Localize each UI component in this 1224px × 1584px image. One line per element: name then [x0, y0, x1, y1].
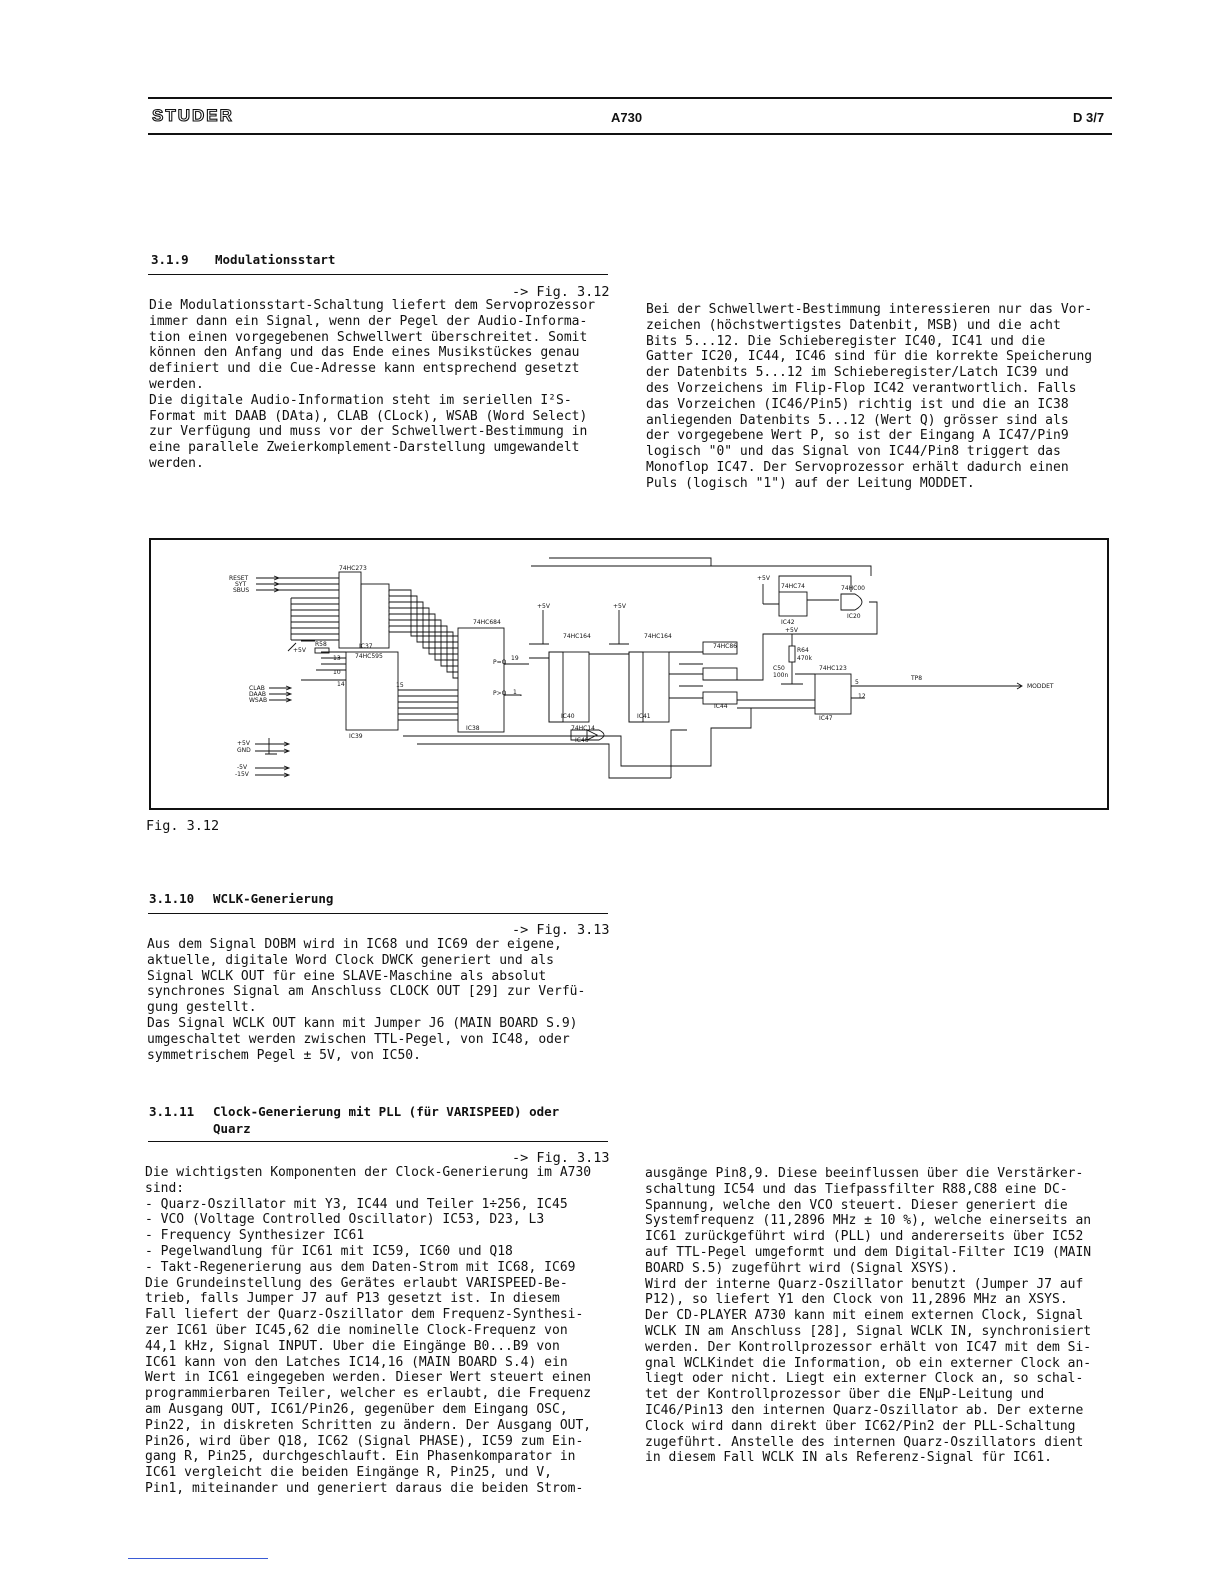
text-line: logisch "0" und das Signal von IC44/Pin8 triggert das: [646, 444, 1061, 460]
text-line: Bits 5...12. Die Schieberegister IC40, IC41 und die: [646, 333, 1046, 349]
section-title-line1: Clock-Generierung mit PLL (für VARISPEED) oder: [213, 1104, 560, 1119]
text-line: programmierbaren Teiler, welcher es erlaubt, die Frequenz: [145, 1386, 592, 1402]
text-line: umgeschaltet werden zwischen TTL-Pegel, von IC48, oder: [147, 1031, 570, 1047]
text-line: Pin1, miteinander und generiert daraus die beiden Strom-: [145, 1480, 584, 1496]
text-line: werden.: [149, 455, 204, 471]
section-3-1-11-left-text: [145, 1165, 609, 1497]
text-line: das Vorzeichen (IC46/Pin5) richtig ist und die an IC38: [646, 396, 1069, 412]
schematic-drawing: [151, 540, 1107, 808]
chip-ic46: IC46: [575, 737, 589, 744]
brand-logo: STUDER: [152, 106, 234, 125]
capacitor-c50: C50: [773, 665, 785, 672]
text-line: auf TTL-Pegel umgeformt und dem Digital-Filter IC19 (MAIN: [645, 1244, 1092, 1260]
section-3-1-11-heading: [149, 1103, 559, 1137]
section-3-1-10-text: [147, 937, 609, 1063]
gate-p-gt-q: P>Q: [493, 690, 507, 697]
text-line: liegt oder nicht. Liegt ein externer Clock an, so schal-: [645, 1371, 1084, 1387]
text-line: Die digitale Audio-Information steht im seriellen I²S-: [149, 392, 572, 408]
text-line: BOARD S.5) zugeführt wird (Signal XSYS).: [645, 1260, 959, 1276]
text-line: sind:: [145, 1180, 185, 1196]
text-line: des Vorzeichens im Flip-Flop IC42 verantwortlich. Falls: [646, 380, 1077, 396]
supply-gnd: GND: [237, 747, 251, 754]
chip-ic38: IC38: [466, 725, 480, 732]
pin-15: 15: [396, 682, 404, 689]
input-sbus: SBUS: [233, 587, 250, 594]
text-line: IC61 vergleicht die beiden Eingänge R, Pin25, und V,: [145, 1465, 552, 1481]
resistor-r64: R64: [797, 647, 809, 654]
text-line: Puls (logisch "1") auf der Leitung MODDET.: [646, 475, 975, 491]
text-line: - Pegelwandlung für IC61 mit IC59, IC60 und Q18: [145, 1243, 513, 1259]
pin-13: 13: [333, 655, 341, 662]
section-number: 3.1.11: [149, 1104, 195, 1119]
text-line: zugeführt. Anstelle des internen Quarz-Oszillators dient: [645, 1434, 1084, 1450]
chip-ic47: IC47: [819, 715, 833, 722]
input-daab: DAAB: [249, 691, 267, 698]
text-line: - Takt-Regenerierung aus dem Daten-Strom mit IC68, IC69: [145, 1259, 576, 1275]
text-line: Fall liefert der Quarz-Oszillator dem Frequenz-Synthesi-: [145, 1307, 584, 1323]
text-line: Der CD-PLAYER A730 kann mit einem externen Clock, Signal: [645, 1308, 1084, 1324]
section-3-1-9-right-text: [646, 302, 1108, 492]
text-line: Signal WCLK OUT für eine SLAVE-Maschine als absolut: [147, 968, 547, 984]
text-line: IC61 kann von den Latches IC14,16 (MAIN BOARD S.4) ein: [145, 1354, 568, 1370]
input-wsab: WSAB: [249, 697, 268, 704]
chip-74hc164b: 74HC164: [644, 633, 672, 640]
chip-74hc00: 74HC00: [841, 585, 865, 592]
supply-label-2: +5V: [613, 603, 626, 610]
text-line: Monoflop IC47. Der Servoprozessor erhält dadurch einen: [646, 459, 1069, 475]
chip-ic37: IC37: [359, 643, 373, 650]
section-3-1-9-heading: [151, 251, 335, 268]
section-3-1-11-right-text: [645, 1166, 1109, 1466]
text-line: Aus dem Signal DOBM wird in IC68 und IC69 der eigene,: [147, 937, 562, 952]
chip-74hc595: 74HC595: [355, 653, 383, 660]
text-line: Format mit DAAB (DAta), CLAB (CLock), WSAB (Word Select): [149, 408, 588, 424]
pin-10: 10: [333, 669, 341, 676]
resistor-r64-value: 470k: [797, 655, 812, 662]
text-line: IC46/Pin13 den internen Quarz-Oszillator ab. Der externe: [645, 1402, 1084, 1418]
input-reset: RESET: [229, 575, 249, 582]
figure-reference: -> Fig. 3.12: [512, 284, 610, 300]
text-line: - Quarz-Oszillator mit Y3, IC44 und Teiler 1÷256, IC45: [145, 1196, 568, 1212]
text-line: 44,1 kHz, Signal INPUT. Über die Eingänge B0...B9 von: [145, 1338, 560, 1354]
section-3-1-10-heading: [149, 890, 333, 907]
input-clab: CLAB: [249, 685, 265, 692]
supply-label-5: +5V: [293, 647, 306, 654]
gate-p-eq-q: P=Q: [493, 659, 507, 666]
header-rule-top: [148, 97, 1112, 99]
text-line: Wird der interne Quarz-Oszillator benutzt (Jumper J7 auf: [645, 1276, 1084, 1292]
text-line: trieb, falls Jumper J7 auf P13 gesetzt ist. In diesem: [145, 1291, 560, 1307]
output-moddet: MODDET: [1027, 683, 1054, 690]
header-rule-bottom: [148, 133, 1112, 135]
page-number: D 3/7: [1073, 110, 1105, 125]
text-line: WCLK IN am Anschluss [28], Signal WCLK IN, synchronisiert: [645, 1323, 1092, 1339]
text-line: zeichen (höchstwertigstes Datenbit, MSB) und die acht: [646, 317, 1061, 333]
text-line: immer dann ein Signal, wenn der Pegel der Audio-Informa-: [149, 313, 588, 329]
text-line: Gatter IC20, IC44, IC46 sind für die korrekte Speicherung: [646, 349, 1093, 365]
model-label: A730: [611, 110, 643, 125]
figure-reference: -> Fig. 3.13: [512, 1150, 610, 1166]
section-title-line2: Quarz: [213, 1121, 251, 1136]
figure-caption: Fig. 3.12: [146, 818, 220, 834]
text-line: symmetrischem Pegel ± 5V, von IC50.: [147, 1047, 421, 1063]
text-line: gnal WCLKindet die Information, ob ein externer Clock an-: [645, 1355, 1092, 1371]
text-line: gang R, Pin25, durchgeschlauft. Ein Phasenkomparator in: [145, 1449, 576, 1465]
chip-ic44: IC44: [714, 703, 728, 710]
text-line: ausgänge Pin8,9. Diese beeinflussen über die Verstärker-: [645, 1166, 1084, 1181]
text-line: Pin22, in diskreten Schritten zu ändern. Der Ausgang OUT,: [145, 1417, 592, 1433]
text-line: Systemfrequenz (11,2896 MHz ± 10 %), welche einerseits an: [645, 1213, 1092, 1229]
supply-label-4: +5V: [785, 627, 798, 634]
text-line: anliegenden Datenbits 5...12 (Wert Q) grösser sind als: [646, 412, 1069, 428]
text-line: zer IC61 über IC45,62 die nominelle Clock-Frequenz von: [145, 1322, 568, 1338]
pin-5: 5: [855, 679, 859, 686]
text-line: definiert und die Cue-Adresse kann entsprechend gesetzt: [149, 361, 580, 377]
chip-ic20: IC20: [847, 613, 861, 620]
capacitor-c50-value: 100n: [773, 672, 789, 679]
text-line: tion einen vorgegebenen Schwellwert überschreitet. Somit: [149, 329, 588, 345]
text-line: Bei der Schwellwert-Bestimmung interessieren nur das Vor-: [646, 302, 1093, 317]
text-line: werden.: [149, 376, 204, 392]
text-line: zur Verfügung und muss vor der Schwellwert-Bestimmung in: [149, 424, 588, 440]
text-line: können den Anfang und das Ende eines Musikstückes genau: [149, 345, 580, 361]
text-line: werden. Der Kontrollprozessor erhält von IC47 mit dem Si-: [645, 1339, 1092, 1355]
chip-74hc684: 74HC684: [473, 619, 501, 626]
section-3-1-9-left-text: [149, 298, 611, 472]
section-number: 3.1.10: [149, 891, 195, 906]
text-line: Wert in IC61 eingegeben werden. Dieser Wert steuert einen: [145, 1370, 592, 1386]
chip-74hc86: 74HC86: [713, 643, 737, 650]
chip-ic42: IC42: [781, 619, 795, 626]
input-syt: SYT: [235, 581, 247, 588]
chip-74hc273: 74HC273: [339, 565, 367, 572]
text-line: der Datenbits 5...12 im Schieberegister/Latch IC39 und: [646, 365, 1069, 381]
supply-label-1: +5V: [537, 603, 550, 610]
text-line: gung gestellt.: [147, 1000, 257, 1016]
section-title: Modulationsstart: [215, 252, 336, 267]
text-line: am Ausgang OUT, IC61/Pin26, gegenüber dem Eingang OSC,: [145, 1401, 568, 1417]
text-line: Pin26, wird über Q18, IC62 (Signal PHASE), IC59 zum Ein-: [145, 1433, 584, 1449]
chip-ic39: IC39: [349, 733, 363, 740]
text-line: Die Modulationsstart-Schaltung liefert dem Servoprozessor: [149, 298, 596, 313]
text-line: - VCO (Voltage Controlled Oscillator) IC53, D23, L3: [145, 1212, 545, 1228]
section-rule: [148, 913, 608, 914]
section-rule: [148, 1141, 608, 1142]
text-line: Die Grundeinstellung des Gerätes erlaubt VARISPEED-Be-: [145, 1275, 568, 1291]
footer-link-line: [128, 1558, 268, 1559]
section-title: WCLK-Generierung: [213, 891, 334, 906]
supply-minus5v: -5V: [237, 764, 248, 771]
text-line: synchrones Signal am Anschluss CLOCK OUT [29] zur Verfü-: [147, 984, 586, 1000]
chip-ic41: IC41: [637, 713, 651, 720]
text-line: Clock wird dann direkt über IC62/Pin2 der PLL-Schaltung: [645, 1418, 1076, 1434]
text-line: Die wichtigsten Komponenten der Clock-Generierung im A730: [145, 1165, 592, 1180]
supply-label-3: +5V: [757, 575, 770, 582]
section-number: 3.1.9: [151, 252, 189, 267]
chip-74hc74: 74HC74: [781, 583, 805, 590]
chip-74hc14: 74HC14: [571, 725, 595, 732]
section-rule: [148, 274, 608, 275]
text-line: schaltung IC54 und das Tiefpassfilter R88,C88 eine DC-: [645, 1181, 1068, 1197]
text-line: eine parallele Zweierkomplement-Darstellung umgewandelt: [149, 440, 580, 456]
text-line: P12), so liefert Y1 den Clock von 11,2896 MHz an XSYS.: [645, 1292, 1068, 1308]
chip-ic40: IC40: [561, 713, 575, 720]
chip-74hc164a: 74HC164: [563, 633, 591, 640]
supply-plus5v: +5V: [237, 740, 250, 747]
pin-12: 12: [858, 693, 866, 700]
supply-minus15v: -15V: [235, 771, 249, 778]
pin-1: 1: [513, 689, 517, 696]
text-line: Das Signal WCLK OUT kann mit Jumper J6 (MAIN BOARD S.9): [147, 1015, 578, 1031]
resistor-r58: R58: [315, 641, 327, 648]
pin-14: 14: [337, 681, 345, 688]
figure-reference: -> Fig. 3.13: [512, 922, 610, 938]
text-line: - Frequency Synthesizer IC61: [145, 1228, 365, 1244]
text-line: Spannung, welche den VCO steuert. Dieser generiert die: [645, 1197, 1068, 1213]
text-line: in diesem Fall WCLK IN als Referenz-Signal für IC61.: [645, 1450, 1052, 1466]
schematic-figure: [149, 538, 1109, 810]
chip-74hc123: 74HC123: [819, 665, 847, 672]
text-line: tet der Kontrollprozessor über die ENµP-Leitung und: [645, 1387, 1045, 1403]
pin-19: 19: [511, 655, 519, 662]
text-line: aktuelle, digitale Word Clock DWCK generiert und als: [147, 952, 554, 968]
text-line: der vorgegebene Wert P, so ist der Eingang A IC47/Pin9: [646, 428, 1069, 444]
text-line: IC61 zurückgeführt wird (PLL) und andererseits über IC52: [645, 1229, 1084, 1245]
test-point-tp8: TP8: [911, 675, 923, 682]
